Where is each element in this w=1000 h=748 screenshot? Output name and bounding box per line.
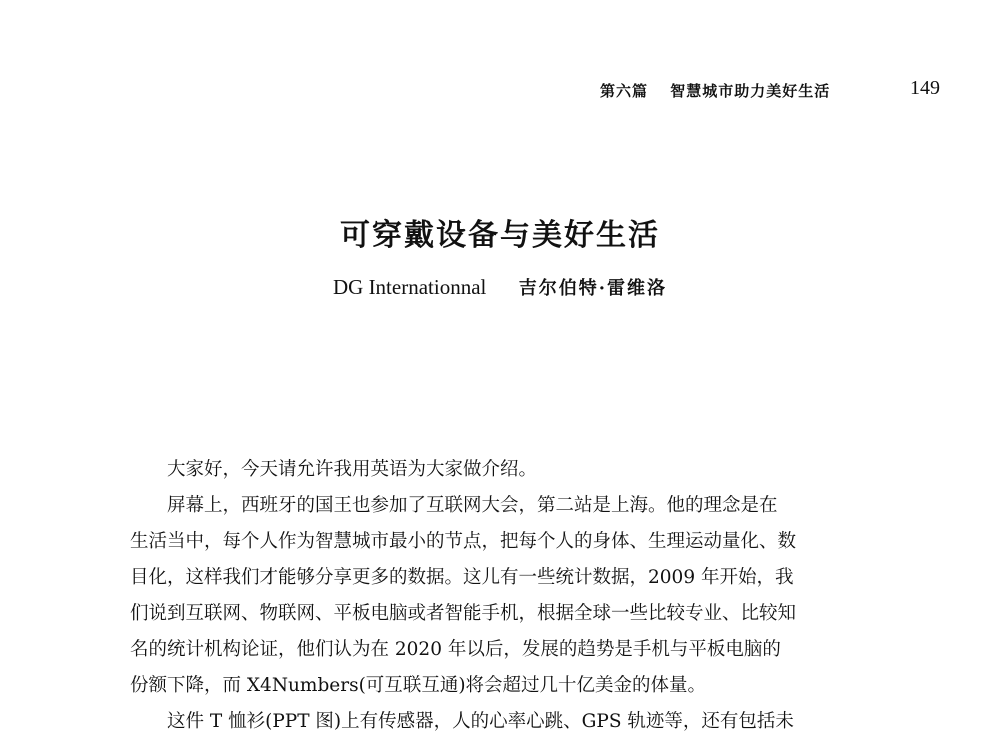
paragraph-3: [130, 704, 880, 740]
header-chapter-title: 智慧城市助力美好生活: [670, 82, 831, 100]
running-header: [600, 77, 940, 104]
text-line: 目化，这样我们才能够分享更多的数据。这儿有一些统计数据，2009 年开始，我: [130, 567, 794, 588]
byline: [0, 274, 1000, 300]
author-organization: DG Internationnal: [332, 275, 487, 299]
text-line: 生活当中，每个人作为智慧城市最小的节点，把每个人的身体、生理运动量化、数: [130, 531, 797, 552]
text-line: 份额下降，而 X4Numbers(可互联互通)将会超过几十亿美金的体量。: [130, 675, 707, 696]
text-line: 名的统计机构论证，他们认为在 2020 年以后，发展的趋势是手机与平板电脑的: [130, 639, 781, 660]
paragraph-1: [130, 452, 880, 488]
text-line: 屏幕上，西班牙的国王也参加了互联网大会，第二站是上海。他的理念是在: [167, 495, 778, 516]
text-line: 们说到互联网、物联网、平板电脑或者智能手机，根据全球一些比较专业、比较知: [130, 603, 797, 624]
header-section: 第六篇: [600, 82, 649, 100]
paragraph-2: [130, 488, 880, 704]
page-number: 149: [910, 77, 940, 99]
article-title: 可穿戴设备与美好生活: [340, 218, 660, 253]
text-line: 大家好，今天请允许我用英语为大家做介绍。: [167, 459, 538, 480]
text-line: 这件 T 恤衫(PPT 图)上有传感器，人的心率心跳、GPS 轨迹等，还有包括未: [167, 711, 794, 732]
article-body: [130, 452, 880, 740]
author-name: 吉尔伯特·雷维洛: [518, 278, 667, 299]
